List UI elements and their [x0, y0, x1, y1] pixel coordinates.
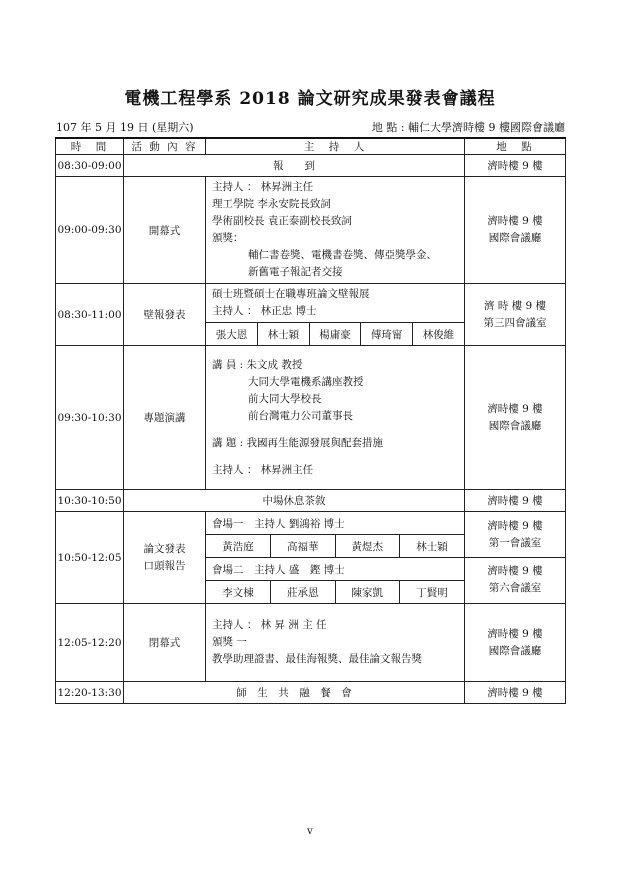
host-line: 頒獎：	[212, 232, 244, 244]
table-row	[56, 490, 566, 512]
activity-cell: 專題演講	[124, 346, 206, 490]
host-line: 主持人 ： 林昇洲主任	[212, 181, 314, 193]
table-row	[56, 155, 566, 177]
table-row	[56, 177, 566, 284]
venue-place	[465, 558, 565, 603]
presenter-name: 林士穎	[400, 535, 465, 558]
table-row	[56, 512, 566, 604]
place-line: 國際會議廳	[488, 232, 542, 244]
presenter-name: 楊庸豪	[309, 323, 361, 346]
oral-sessions	[206, 512, 464, 603]
place-line: 濟時樓 9 樓	[487, 402, 543, 415]
presenter-name: 傅琦甯	[361, 323, 413, 346]
page-number: v	[307, 826, 313, 837]
venue-host: 會場一 主持人 劉鴻裕 博士	[206, 512, 464, 535]
activity-line: 論文發表	[143, 542, 186, 555]
host-line: 講 員 : 朱文成 教授	[212, 358, 303, 371]
host-cell	[206, 346, 465, 490]
header-activity: 活 動 內 容	[124, 138, 206, 155]
host-cell	[206, 604, 465, 682]
page-title: 電機工程學系 2018 論文研究成果發表會議程	[124, 89, 496, 109]
host-line: 理工學院 李永安院長致詞	[212, 198, 331, 210]
presenter-list	[206, 322, 464, 345]
time-cell: 09:00-09:30	[56, 177, 124, 284]
host-line: 碩士班暨碩士在職專班論文壁報展	[212, 288, 370, 300]
activity-cell: 閉幕式	[124, 604, 206, 682]
content-cell: 中場休息茶敘	[124, 490, 465, 512]
venue-place	[465, 513, 565, 558]
place-line: 第三四會議室	[483, 316, 547, 329]
presenter-name: 李文棟	[206, 581, 271, 604]
content-cell: 師 生 共 融 餐 會	[124, 682, 465, 704]
host-line: 前台灣電力公司董事長	[248, 409, 353, 422]
host-line: 講 題 : 我國再生能源發展與配套措施	[212, 436, 384, 449]
table-row	[56, 682, 566, 704]
presenter-name: 丁賢明	[400, 581, 465, 604]
place-cell	[465, 604, 566, 682]
host-line: 新舊電子報記者交接	[248, 266, 343, 278]
presenter-name: 莊承恩	[271, 581, 336, 604]
table-row	[56, 346, 566, 490]
activity-cell	[124, 512, 206, 604]
place-line: 國際會議廳	[488, 644, 542, 657]
header-place: 地 點	[465, 138, 566, 155]
event-date: 107 年 5 月 19 日 (星期六)	[56, 121, 194, 134]
time-cell: 08:30-09:00	[56, 155, 124, 177]
header-time: 時 間	[56, 138, 124, 155]
event-location: 地 點 : 輔仁大學濟時樓 9 樓國際會議廳	[371, 121, 565, 134]
time-cell: 09:30-10:30	[56, 346, 124, 490]
place-cell: 濟時樓 9 樓	[465, 155, 566, 177]
presenter-name: 高福華	[271, 535, 336, 558]
host-cell	[206, 512, 465, 604]
place-cell: 濟時樓 9 樓	[465, 682, 566, 704]
presenter-name: 林士穎	[258, 323, 310, 346]
place-line: 濟時樓 9 樓	[487, 565, 543, 577]
place-line: 濟時樓 9 樓	[487, 215, 543, 227]
content-cell: 報 到	[124, 155, 465, 177]
time-cell: 10:30-10:50	[56, 490, 124, 512]
place-line: 第一會議室	[488, 537, 542, 549]
table-row	[56, 604, 566, 682]
host-cell	[206, 177, 465, 284]
host-line: 教學助理證書、最佳海報獎、最佳論文報告獎	[212, 653, 422, 665]
time-cell: 12:05-12:20	[56, 604, 124, 682]
venue-host: 會場二 主持人 盛 鏗 博士	[206, 558, 464, 581]
presenter-name: 黃浩庭	[206, 535, 271, 558]
place-cell	[465, 512, 566, 604]
place-cell: 濟時樓 9 樓	[465, 490, 566, 512]
presenter-name: 黃煜杰	[335, 535, 400, 558]
presenter-name: 張大恩	[206, 323, 258, 346]
header-host: 主 持 人	[206, 138, 465, 155]
time-cell: 12:20-13:30	[56, 682, 124, 704]
host-line: 主持人 ： 林正忠 博士	[212, 305, 317, 317]
host-line: 主持人 ： 林昇洲主任	[212, 463, 314, 476]
host-cell	[206, 284, 465, 346]
table-row	[56, 284, 566, 346]
host-line: 主持人 ： 林 昇 洲 主 任	[212, 619, 327, 631]
host-line: 輔仁書卷獎、電機書卷獎、傳亞獎學金、	[248, 249, 437, 261]
time-cell: 08:30-11:00	[56, 284, 124, 346]
host-line: 大同大學電機系講座教授	[248, 375, 364, 388]
place-cell	[465, 346, 566, 490]
host-line: 頒獎 一	[212, 636, 247, 648]
time-cell: 10:50-12:05	[56, 512, 124, 604]
place-cell	[465, 177, 566, 284]
agenda-table	[55, 137, 566, 704]
host-line: 學術副校長 袁正泰副校長致詞	[212, 215, 352, 227]
presenter-name: 陳家凱	[335, 581, 400, 604]
activity-line: 口頭報告	[143, 559, 186, 572]
presenter-name: 林俊維	[412, 323, 464, 346]
activity-cell: 壁報發表	[124, 284, 206, 346]
place-line: 濟 時 樓 9 樓	[483, 299, 547, 312]
table-header-row	[56, 138, 566, 155]
place-line: 國際會議廳	[488, 419, 542, 432]
place-line: 第六會議室	[488, 582, 542, 594]
place-line: 濟時樓 9 樓	[487, 627, 543, 640]
place-line: 濟時樓 9 樓	[487, 520, 543, 532]
activity-cell: 開幕式	[124, 177, 206, 284]
place-cell	[465, 284, 566, 346]
host-line: 前大同大學校長	[248, 392, 322, 405]
